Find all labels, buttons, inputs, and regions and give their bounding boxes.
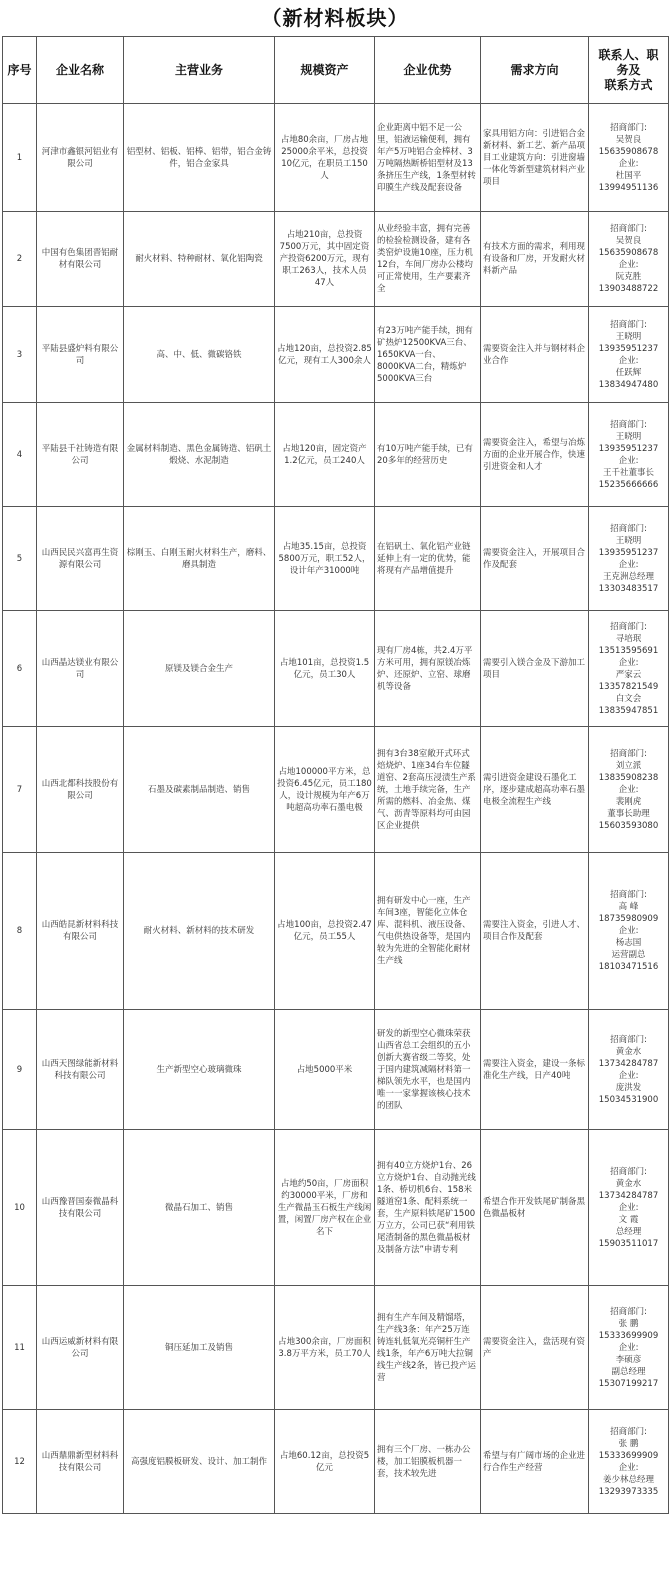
row-number: 7: [3, 727, 37, 853]
scale-assets: 占地80余亩，厂房占地25000余平米，总投资10亿元，在职员工150人: [275, 104, 375, 212]
row-number: 1: [3, 104, 37, 212]
demand-direction: 家具用铝方向：引进铝合金新材料、新工艺、新产品项目工业建筑方向：引进窗墙一体化等新型建筑材料产业项目: [481, 104, 589, 212]
contact-line: 13734284787: [598, 1058, 659, 1069]
contact-info: [589, 104, 669, 212]
contact-line: 招商部门:: [610, 419, 647, 430]
company-name: 山西民民兴富再生资源有限公司: [37, 507, 124, 611]
demand-direction: 需要资金注入，开展项目合作及配套: [481, 507, 589, 611]
contact-line: 王克洲总经理: [602, 571, 654, 582]
demand-direction: 需要引入镁合金及下游加工项目: [481, 611, 589, 727]
contact-line: 企业:: [618, 260, 639, 270]
contact-line: 副总经理: [611, 1366, 646, 1377]
contact-line: 王晓明: [615, 535, 642, 546]
contact-line: 企业:: [618, 158, 639, 169]
contact-line: 15903511017: [598, 1238, 659, 1249]
table-row: [3, 212, 669, 307]
row-number: 5: [3, 507, 37, 611]
contact-line: 13293973335: [598, 1486, 659, 1497]
header-contact-line: 联系人、职: [598, 47, 659, 62]
contact-line: 13513595691: [598, 645, 659, 656]
main-business: 石墨及碳素制品制造、销售: [124, 727, 275, 853]
main-business: 耐火材料、新材料的技术研发: [124, 853, 275, 1010]
main-business: 耐火材料、特种耐材、氧化铝陶瓷: [124, 212, 275, 307]
header-business: 主营业务: [124, 37, 275, 104]
contact-line: 招商部门:: [610, 890, 647, 900]
enterprise-advantage: 现有厂房4栋，共2.4万平方米可用，拥有原镁冶炼炉、还原炉、立窑、球磨机等设备: [375, 611, 481, 727]
scale-assets: 占地35.15亩，总投资5800万元，职工52人，设计年产31000吨: [275, 507, 375, 611]
enterprise-advantage: 拥有40立方烧炉1台、26立方烧炉1台、自动抛光线1条、桥切机6台、158米隧道窑1条、配料系统一套，生产原料铁尾矿1500万立方，公司已获“利用铁尾渣制备的黑色微晶板材及制备方法”申请专利: [375, 1130, 481, 1286]
contact-line: 刘立派: [615, 760, 642, 771]
header-row: [3, 37, 669, 104]
contact-line: 15333699909: [598, 1450, 659, 1461]
contact-info: [589, 1010, 669, 1130]
company-name: 山西运威新材料有限公司: [37, 1286, 124, 1410]
table-row: [3, 1410, 669, 1514]
demand-direction: 需引进资金建设石墨化工序，逐步建成超高功率石墨电极全流程生产线: [481, 727, 589, 853]
contact-line: 招商部门:: [610, 621, 647, 632]
table-row: [3, 853, 669, 1010]
demand-direction: 希望与有广阔市场的企业进行合作生产经营: [481, 1410, 589, 1514]
contact-line: 企业:: [618, 1462, 639, 1473]
row-number: 6: [3, 611, 37, 727]
contact-line: 张 鹏: [618, 1318, 639, 1329]
enterprise-table: [2, 36, 669, 1514]
contact-line: 李硕彦: [615, 1354, 642, 1365]
contact-line: 13303483517: [598, 583, 659, 594]
contact-line: 白文会: [615, 693, 642, 704]
row-number: 11: [3, 1286, 37, 1410]
enterprise-advantage: 有10万吨产能手续，已有20多年的经营历史: [375, 403, 481, 507]
contact-line: 企业:: [618, 926, 639, 936]
scale-assets: 占地100000平方米，总投资6.45亿元，员工180人，设计规模为年产6万吨超高功率石墨电极: [275, 727, 375, 853]
contact-info: [589, 853, 669, 1010]
contact-line: 黄金水: [615, 1046, 642, 1057]
contact-line: 阮克胜: [615, 272, 642, 282]
contact-info: [589, 507, 669, 611]
demand-direction: 需要注入资金，引进人才、项目合作及配套: [481, 853, 589, 1010]
contact-line: 13994951136: [598, 182, 659, 193]
contact-line: 企业:: [618, 559, 639, 570]
contact-line: 张 鹏: [618, 1438, 639, 1449]
company-name: 中国有色集团晋铝耐材有限公司: [37, 212, 124, 307]
demand-direction: 有技术方面的需求，利用现有设备和厂房，开发耐火材料新产品: [481, 212, 589, 307]
main-business: 高、中、低、微碳铬铁: [124, 307, 275, 403]
contact-line: 18103471516: [598, 962, 659, 972]
page-title: （新材料板块）: [261, 6, 409, 30]
main-business: 金属材料制造、黑色金属铸造、铝矾土煅烧、水泥制造: [124, 403, 275, 507]
row-number: 2: [3, 212, 37, 307]
scale-assets: 占地210亩，总投资7500万元，其中固定资产投资6200万元，现有职工263人，技术人员47人: [275, 212, 375, 307]
contact-line: 企业:: [618, 355, 639, 366]
contact-line: 吴贺良: [615, 134, 642, 145]
main-business: 生产新型空心玻璃微珠: [124, 1010, 275, 1130]
contact-line: 企业:: [618, 455, 639, 466]
contact-line: 文 霞: [618, 1214, 639, 1225]
contact-line: 13835908238: [598, 772, 659, 783]
enterprise-advantage: 拥有三个厂房、一栋办公楼，加工铝膜板机器一套，技术较先进: [375, 1410, 481, 1514]
contact-line: 招商部门:: [610, 1426, 647, 1437]
contact-line: 企业:: [618, 1070, 639, 1081]
contact-line: 企业:: [618, 1342, 639, 1353]
contact-line: 15635908678: [598, 248, 659, 258]
contact-line: 18735980909: [598, 914, 659, 924]
row-number: 9: [3, 1010, 37, 1130]
company-name: 山西豫晋国泰微晶科技有限公司: [37, 1130, 124, 1286]
contact-line: 15333699909: [598, 1330, 659, 1341]
enterprise-advantage: 有23万吨产能手续，拥有矿热炉12500KVA三台、1650KVA一台、8000KVA二台，精炼炉5000KVA三台: [375, 307, 481, 403]
row-number: 4: [3, 403, 37, 507]
contact-line: 王千社董事长: [602, 467, 654, 478]
company-name: 山西皓昆新材料科技有限公司: [37, 853, 124, 1010]
scale-assets: 占地120亩，固定资产1.2亿元，员工240人: [275, 403, 375, 507]
contact-info: [589, 1410, 669, 1514]
contact-line: 运营副总: [611, 950, 646, 960]
contact-line: 招商部门:: [610, 224, 647, 234]
contact-line: 13734284787: [598, 1190, 659, 1201]
main-business: 铝型材、铝板、铝棒、铝带，铝合金铸件，铝合金家具: [124, 104, 275, 212]
contact-info: [589, 727, 669, 853]
table-body: [3, 104, 669, 1514]
header-contact-line: 务及: [616, 62, 641, 77]
header-advantage: 企业优势: [375, 37, 481, 104]
contact-line: 15307199217: [598, 1378, 659, 1389]
contact-info: [589, 1286, 669, 1410]
contact-line: 企业:: [618, 657, 639, 668]
contact-line: 15635908678: [598, 146, 659, 157]
table-row: [3, 403, 669, 507]
contact-line: 王晓明: [615, 431, 642, 442]
scale-assets: 占地300余亩，厂房面积3.8万平方米，员工70人: [275, 1286, 375, 1410]
contact-info: [589, 611, 669, 727]
demand-direction: 需要资金注入，希望与冶炼方面的企业开展合作，快速引进资金和人才: [481, 403, 589, 507]
contact-line: 王晓明: [615, 331, 642, 342]
row-number: 8: [3, 853, 37, 1010]
contact-line: 13935951237: [598, 343, 659, 354]
enterprise-advantage: 从业经验丰富，拥有完善的检验检测设备，建有各类窑炉设施10座，压力机12台，车间厂房办公楼均可正常使用，生产要素齐全: [375, 212, 481, 307]
enterprise-advantage: 研发的新型空心微珠荣获山西省总工会组织的五小创新大赛省级二等奖，处于国内建筑减隔材料第一梯队领先水平，也是国内唯一一家掌握该核心技术的团队: [375, 1010, 481, 1130]
header-num: 序号: [3, 37, 37, 104]
row-number: 3: [3, 307, 37, 403]
contact-line: 董事长助理: [607, 808, 650, 819]
table-row: [3, 1130, 669, 1286]
demand-direction: 需要资金注入，盘活现有资产: [481, 1286, 589, 1410]
enterprise-advantage: 拥有研发中心一座，生产车间3座，智能化立体仓库、混料机、液压设备、气电供热设备等，是国内较为先进的全智能化耐材生产线: [375, 853, 481, 1010]
contact-info: [589, 403, 669, 507]
contact-line: 招商部门:: [610, 523, 647, 534]
header-name: 企业名称: [37, 37, 124, 104]
contact-line: 任跃辉: [615, 367, 642, 378]
contact-line: 13935951237: [598, 443, 659, 454]
demand-direction: 需要资金注入并与钢材料企业合作: [481, 307, 589, 403]
scale-assets: 占地120亩，总投资2.85亿元，现有工人300余人: [275, 307, 375, 403]
contact-line: 15235666666: [598, 479, 659, 490]
contact-line: 13835947851: [598, 705, 659, 716]
contact-line: 吴贺良: [615, 236, 642, 246]
row-number: 10: [3, 1130, 37, 1286]
contact-line: 13903488722: [598, 284, 659, 294]
contact-line: 13935951237: [598, 547, 659, 558]
contact-line: 招商部门:: [610, 122, 647, 133]
contact-line: 裴刚虎: [615, 796, 642, 807]
row-number: 12: [3, 1410, 37, 1514]
contact-line: 招商部门:: [610, 1166, 647, 1177]
contact-line: 企业:: [618, 784, 639, 795]
scale-assets: 占地101亩，总投资1.5亿元，员工30人: [275, 611, 375, 727]
contact-line: 招商部门:: [610, 1034, 647, 1045]
company-name: 山西鼎鼎新型材料科技有限公司: [37, 1410, 124, 1514]
contact-line: 杜国平: [615, 170, 642, 181]
scale-assets: 占地5000平米: [275, 1010, 375, 1130]
contact-line: 寻培珉: [615, 633, 642, 644]
contact-line: 15034531900: [598, 1094, 659, 1105]
contact-line: 13834947480: [598, 379, 659, 390]
company-name: 山西晶达镁业有限公司: [37, 611, 124, 727]
contact-info: [589, 1130, 669, 1286]
contact-line: 企业:: [618, 1202, 639, 1213]
company-name: 平陆县盛炉料有限公司: [37, 307, 124, 403]
contact-line: 15603593080: [598, 820, 659, 831]
demand-direction: 需要注入资金，建设一条标准化生产线，日产40吨: [481, 1010, 589, 1130]
table-row: [3, 507, 669, 611]
contact-line: 黄金水: [615, 1178, 642, 1189]
contact-info: [589, 307, 669, 403]
contact-line: 严家云: [615, 669, 642, 680]
enterprise-advantage: 拥有3台38室敞开式环式焙烧炉、1座34台车位隧道窑、2套高压浸渍生产系统，土地手续完备，生产所需的燃料、冶金焦、煤气、沥青等原料均可由园区企业提供: [375, 727, 481, 853]
main-business: 微晶石加工、销售: [124, 1130, 275, 1286]
company-name: 河津市鑫银河铝业有限公司: [37, 104, 124, 212]
scale-assets: 占地约50亩，厂房面积约30000平米，厂房和生产微晶玉石板生产线闲置，闲置厂房产权在企业名下: [275, 1130, 375, 1286]
table-row: [3, 727, 669, 853]
table-row: [3, 611, 669, 727]
company-name: 山西北都科技股份有限公司: [37, 727, 124, 853]
main-business: 原镁及镁合金生产: [124, 611, 275, 727]
contact-line: 姜少林总经理: [602, 1474, 654, 1485]
main-business: 棕刚玉、白刚玉耐火材料生产，磨料、磨具制造: [124, 507, 275, 611]
enterprise-advantage: 在铝矾土、氧化铝产业链延伸上有一定的优势，能将现有产品增值提升: [375, 507, 481, 611]
contact-line: 庞洪发: [615, 1082, 642, 1093]
header-contact: [589, 37, 669, 104]
contact-line: 总经理: [615, 1226, 642, 1237]
table-row: [3, 1286, 669, 1410]
company-name: 山西天图绿能新材料科技有限公司: [37, 1010, 124, 1130]
company-name: 平陆县千社铸造有限公司: [37, 403, 124, 507]
main-business: 高强度铝膜板研发、设计、加工制作: [124, 1410, 275, 1514]
header-need: 需求方向: [481, 37, 589, 104]
table-row: [3, 104, 669, 212]
contact-line: 杨志国: [615, 938, 642, 948]
header-contact-line: 联系方式: [604, 77, 653, 92]
enterprise-advantage: 企业距离中铝不足一公里，铝液运输便利，拥有年产5万吨铝合金棒材、3万吨隔热断桥铝型材及13条挤压生产线，1条型材转印膜生产线及配套设备: [375, 104, 481, 212]
header-scale: 规模资产: [275, 37, 375, 104]
contact-info: [589, 212, 669, 307]
table-row: [3, 1010, 669, 1130]
contact-line: 13357821549: [598, 681, 659, 692]
scale-assets: 占地60.12亩，总投资5亿元: [275, 1410, 375, 1514]
main-business: 铜压延加工及销售: [124, 1286, 275, 1410]
scale-assets: 占地100亩，总投资2.47亿元，员工55人: [275, 853, 375, 1010]
table-row: [3, 307, 669, 403]
enterprise-advantage: 拥有生产车间及精馏塔，生产线3条：年产25万连铸连轧低氧光亮铜杆生产线1条，年产6万吨大拉铜线生产线2条，皆已投产运营: [375, 1286, 481, 1410]
contact-line: 招商部门:: [610, 319, 647, 330]
demand-direction: 希望合作开发铁尾矿制备黑色微晶板材: [481, 1130, 589, 1286]
contact-line: 高 峰: [618, 902, 639, 912]
contact-line: 招商部门:: [610, 1306, 647, 1317]
contact-line: 招商部门:: [610, 748, 647, 759]
